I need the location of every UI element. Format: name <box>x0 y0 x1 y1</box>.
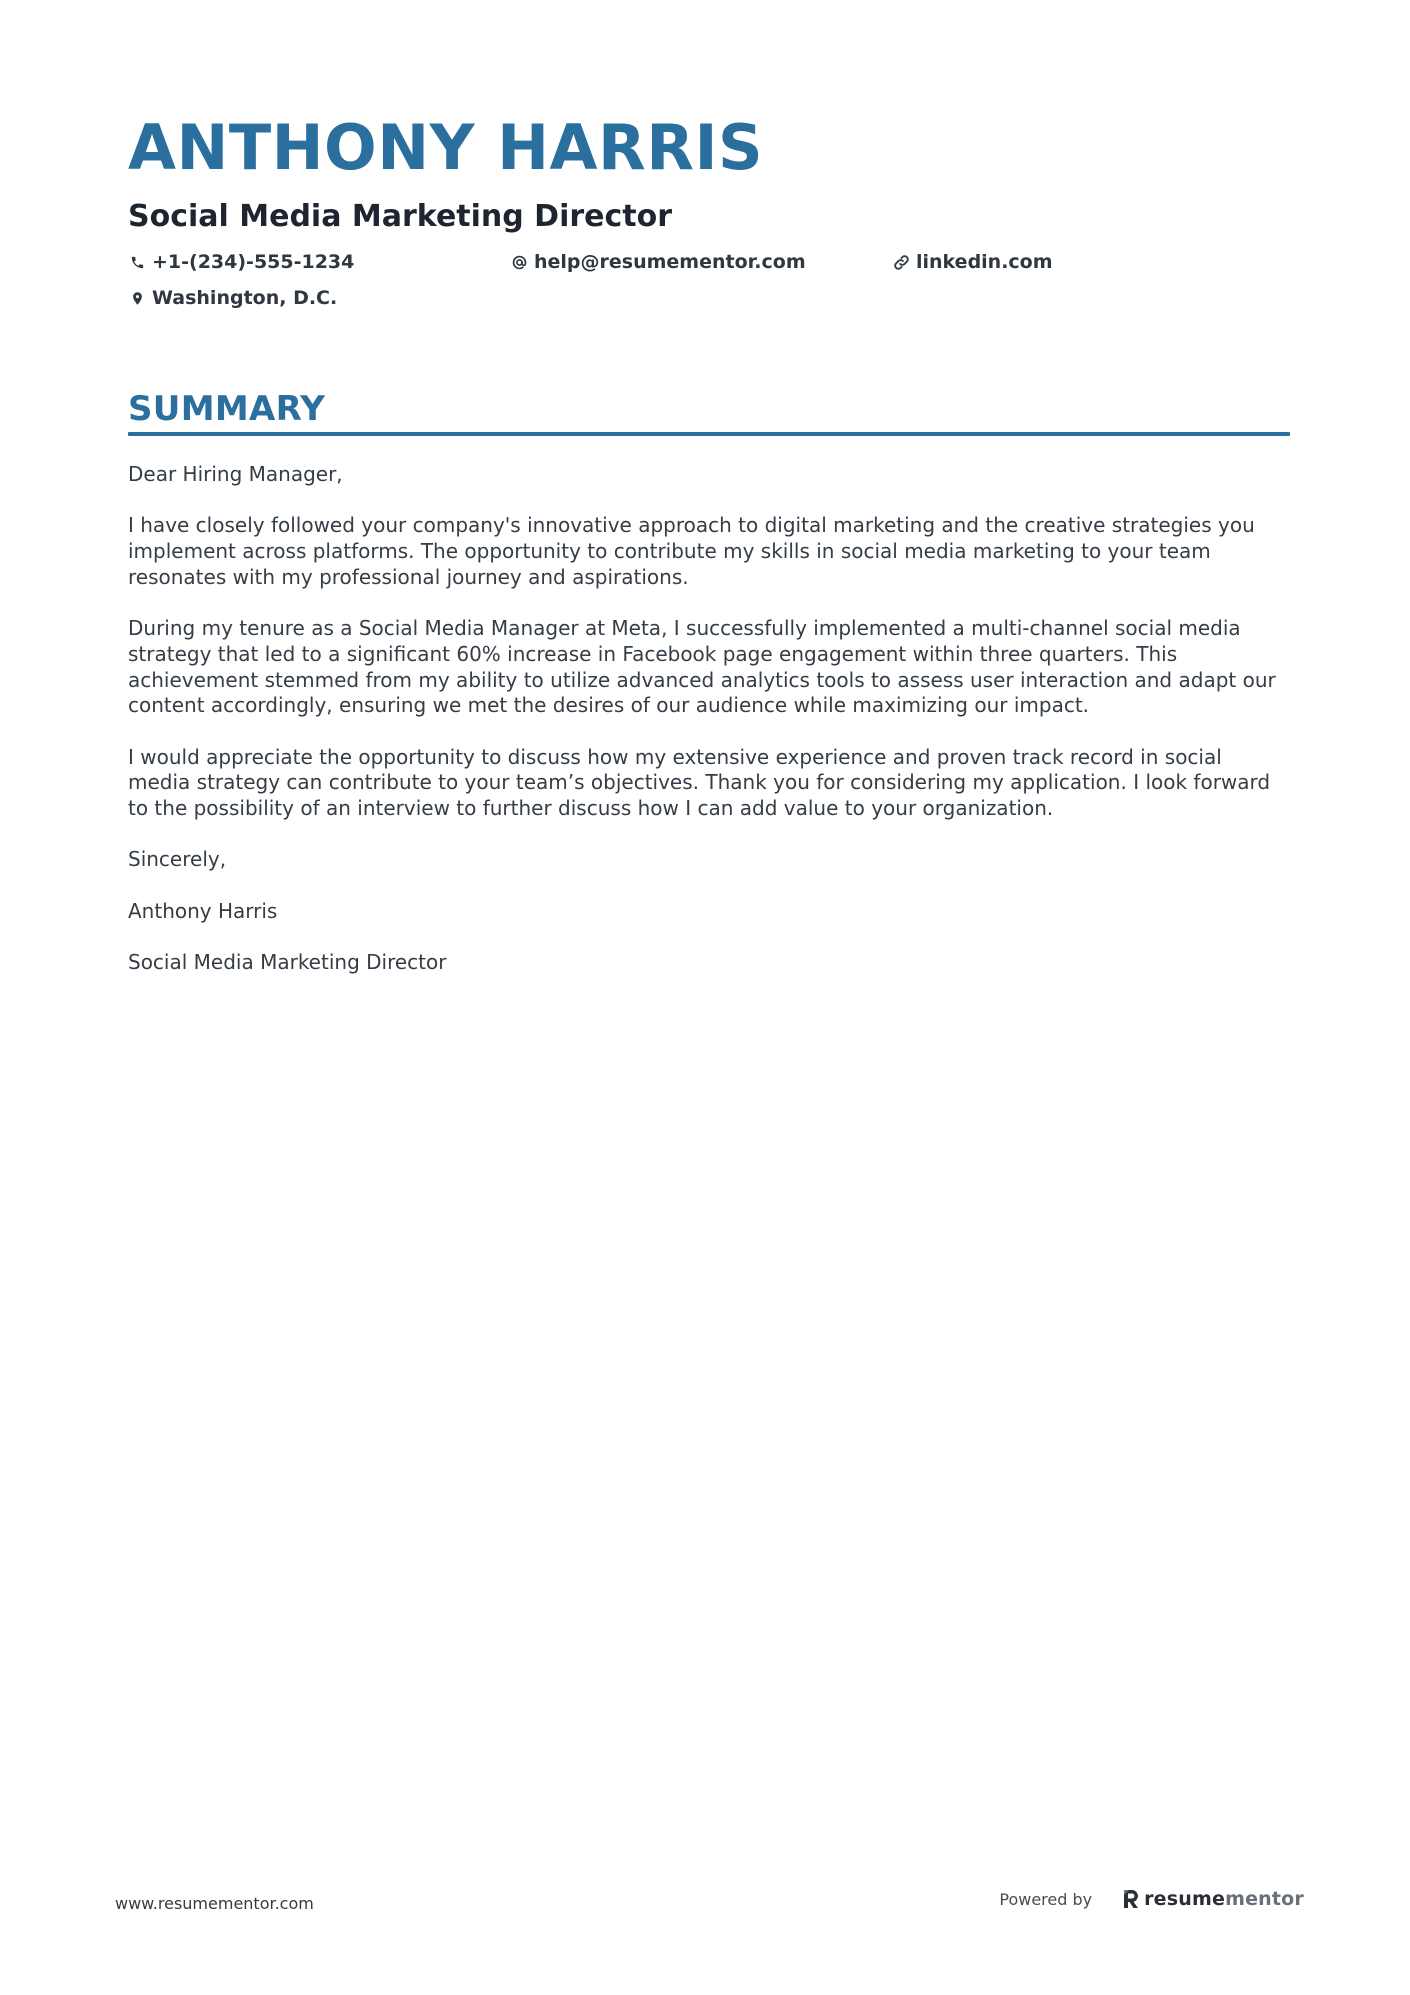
letter-greeting: Dear Hiring Manager, <box>128 462 343 486</box>
candidate-name: ANTHONY HARRIS <box>128 111 764 184</box>
letter-signoff: Sincerely, <box>128 847 227 872</box>
letter-signature-title: Social Media Marketing Director <box>128 950 447 975</box>
footer-website[interactable]: www.resumementor.com <box>115 1894 314 1913</box>
letter-body <box>128 462 1290 976</box>
letter-signature-name: Anthony Harris <box>128 898 278 923</box>
powered-by-text: Powered by <box>999 1889 1093 1909</box>
candidate-role: Social Media Marketing Director <box>128 199 673 234</box>
letter-paragraph-closing: I would appreciate the opportunity to discuss how my extensive experience and proven track record in social media strategy can contribute to your team’s objectives. Thank you for considering my application. I look forward to the possibility of an interview to further discuss how I can add value to your organization. <box>128 744 1271 821</box>
brand-name-part1: resume <box>1144 1888 1226 1910</box>
location-pin-icon <box>128 289 146 307</box>
link-text: linkedin.com <box>916 251 1053 273</box>
contact-list <box>128 248 1290 312</box>
email-text: help@resumementor.com <box>534 251 806 273</box>
contact-phone <box>128 248 510 276</box>
letter-paragraph-intro: I have closely followed your company's innovative approach to digital marketing and the creative strategies you implement across platforms. The opportunity to contribute my skills in social media marketing to your team resonates with my professional journey and aspirations. <box>128 513 1255 589</box>
phone-text: +1-(234)-555-1234 <box>152 251 355 273</box>
contact-email[interactable] <box>510 248 892 276</box>
at-icon <box>510 253 528 271</box>
resume-header <box>128 112 1290 312</box>
contact-link[interactable] <box>892 248 1192 276</box>
letter-paragraph-experience: During my tenure as a Social Media Manager at Meta, I successfully implemented a multi-channel social media strategy that led to a significant 60% increase in Facebook page engagement within three quarters. This achievement stemmed from my ability to utilize advanced analytics tools to assess user interaction and adapt our content accordingly, ensuring we met the desires of our audience while maximizing our impact. <box>128 616 1276 718</box>
brand-logo[interactable] <box>1122 1888 1304 1910</box>
contact-location <box>128 284 510 312</box>
footer-branding <box>999 1888 1304 1910</box>
phone-icon <box>128 253 146 271</box>
brand-name-part2: mentor <box>1225 1888 1304 1910</box>
location-text: Washington, D.C. <box>152 287 338 309</box>
summary-section <box>128 388 1290 1002</box>
section-divider <box>128 432 1290 436</box>
summary-title: SUMMARY <box>128 389 326 429</box>
resumementor-logo-icon <box>1122 1888 1140 1910</box>
link-icon <box>892 253 910 271</box>
